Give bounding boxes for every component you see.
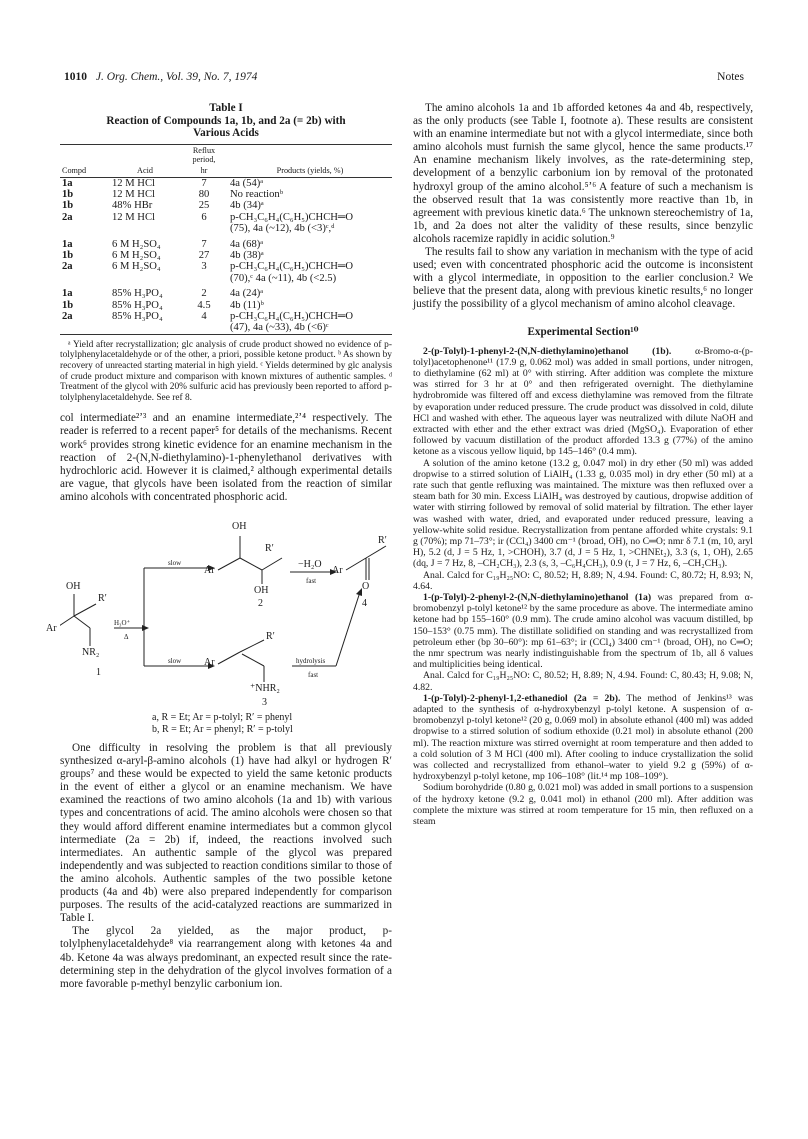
heat-label: Δ bbox=[124, 633, 129, 641]
table-row bbox=[60, 311, 392, 322]
table-title: Table I bbox=[209, 102, 243, 114]
cell-hr bbox=[180, 273, 228, 284]
left-paragraph-1 bbox=[60, 412, 392, 504]
table-row bbox=[60, 322, 392, 334]
oh-mid: OH bbox=[254, 585, 269, 596]
right-column bbox=[413, 102, 753, 827]
minus-water: −H₂O bbox=[298, 559, 322, 570]
col-header-compd: Compd bbox=[60, 165, 110, 178]
acid-label: H₃O⁺ bbox=[114, 619, 131, 627]
reaction-scheme bbox=[46, 506, 392, 710]
paragraph-text: α-Bromo-α-(p-tolyl)acetophenone¹¹ (17.9 g, 0.062 mol) was added in small portions, under nitrogen, to diethylamine (62 ml) at 0° with stirring. After addition was complete the mixture was stirred for 3 hr at 0° and then refrigerated overnight. The diethylamine hydrobromide was filtered off and excess diethylamine was removed from the filtrate by evaporation under reduced pressure. The crude product was dissolved in cold, dilute HCl and washed with ether. The aqueous layer was neutralized with dilute NaOH and extracted with ether and the ether extract was dried (MgSO₄). Evaporation of ether followed by vacuum distillation of the product afforded 13.3 g (77%) of the amino ketone as a viscous yellow liquid, bp 145–146° (0.4 mm). bbox=[413, 345, 753, 458]
paragraph-text: The amino alcohols 1a and 1b afforded ketones 4a and 4b, respectively, as the only products (see Table I, footnote a). These results are consistent with an enamine intermediate but not with a glycol intermediate, since both amino alcohols must furnish the same glycol, hence the same products.¹⁷ An enamine mechanism likely involves, as the rate-determining step, development of a benzylic carbonium ion by removal of the protonated hydroxyl group of the amino alcohol.⁵ʼ⁶ A feature of such a mechanism is the observed result that 1a was consistently more reactive than 1b, in agreement with previous kinetic data.⁶ The unknown stereochemistry of 1a, 1b, and 2a does not alter the validity of these results, since benzylic alcohols racemize rapidly in acidic solution.⁹ bbox=[413, 102, 753, 245]
cell-hr: 7 bbox=[201, 177, 207, 189]
table-row bbox=[60, 300, 392, 311]
table-row bbox=[60, 212, 392, 223]
ar-top: Ar bbox=[204, 565, 215, 576]
table-row bbox=[60, 223, 392, 234]
cell-products: 4b (38)ᵃ bbox=[230, 249, 264, 261]
cell-hr: 4 bbox=[201, 310, 207, 322]
cell-acid: 48% HBr bbox=[112, 200, 153, 212]
cell-hr: 7 bbox=[201, 238, 207, 250]
cell-products: 4b (34)ᵃ bbox=[230, 200, 264, 212]
paragraph-text: was prepared from α-bromobenzyl p-tolyl ketone¹² by the same procedure as above. The intermediate amino ketone had bp 155–160° (0.9 mm). The crude amino alcohol was vacuum distilled, bp 150–153° (0.75 mm). The distillate solidified on standing and was recrystallized from petroleum ether (bp 30–60°): mp 61–63°; ir (CCl₄) 3400 cm⁻¹ (broad, OH), no C═O; the nmr spectrum was nearly indistinguishable from the spectrum of 1b, all δ values and multiplicities being identical. bbox=[413, 591, 753, 671]
hydrolysis-arrow-diag bbox=[336, 592, 360, 666]
cell-products: p-CH₃C₆H₄(C₆H₅)CHCH═O bbox=[230, 261, 354, 273]
cell-hr: 27 bbox=[198, 249, 210, 261]
cell-products: (70),ᶜ 4a (~11), 4b (<2.5) bbox=[230, 272, 337, 284]
hydrolysis-label: hydrolysis bbox=[296, 657, 326, 665]
cell-acid bbox=[110, 223, 180, 234]
analysis-text: Anal. Calcd for C₁₉H₂₅NO: C, 80.52; H, 8.89; N, 4.94. Found: C, 80.43; H, 9.08; N, 4.82. bbox=[413, 670, 753, 693]
col-header-acid: Acid bbox=[110, 165, 180, 178]
table-row bbox=[60, 284, 392, 299]
cell-compd: 1b bbox=[62, 249, 74, 261]
analysis-text: Anal. Calcd for C₁₉H₂₅NO: C, 80.52; H, 8.89; N, 4.94. Found: C, 80.72; H, 8.93; N, 4.64. bbox=[413, 569, 753, 592]
cell-compd: 1a bbox=[62, 177, 73, 189]
cell-acid bbox=[110, 273, 180, 284]
compound-1-label: 1 bbox=[96, 667, 101, 678]
paragraph-text: col intermediate²ʼ³ and an enamine intermediate,²ʼ⁴ respectively. The reader is referred to a recent paper⁵ for details of the mechanisms. Recent work⁶ provides strong kinetic evidence for an enamine mechanism in the reaction of 2-(N,N-diethylamino)-1-phenylethanol derivatives with hydrochloric acid. However it is claimed,² although experimental details are vague, that glycols have been isolated from the reaction of similar amino alcohols with concentrated phosphoric acid. bbox=[60, 412, 392, 503]
left-paragraph-2 bbox=[60, 742, 392, 991]
page-header bbox=[64, 71, 744, 87]
compound-heading: 1-(p-Tolyl)-2-phenyl-2-(N,N-diethylamino)ethanol (1a) bbox=[423, 591, 652, 603]
r-prime-left: R′ bbox=[98, 593, 107, 604]
journal-citation: J. Org. Chem., Vol. 39, No. 7, 1974 bbox=[95, 71, 258, 83]
paragraph-text: The glycol 2a yielded, as the major product, p-tolylphenylacetaldehyde⁸ via rearrangement along with ketones 4a and 4b. Ketone 4a was always predominant, an expected result since the rate-determining step in the dehydration of the glycol involves formation of a more favorable p-methyl benzylic carbonium ion. bbox=[60, 925, 392, 990]
table-row bbox=[60, 177, 392, 189]
cell-hr: 80 bbox=[198, 188, 210, 200]
experimental-text bbox=[413, 346, 753, 828]
compound-3-label: 3 bbox=[262, 697, 267, 708]
compound-2-label: 2 bbox=[258, 598, 263, 609]
cell-acid: 6 M H₂SO₄ bbox=[112, 261, 161, 273]
page-number: 1010 bbox=[64, 71, 87, 83]
cell-acid: 85% H₃PO₄ bbox=[112, 310, 163, 322]
cell-compd: 1a bbox=[62, 288, 73, 300]
col-header-hr: hr bbox=[180, 165, 228, 178]
arrowhead bbox=[142, 625, 149, 631]
bond bbox=[242, 654, 264, 666]
section-label: Notes bbox=[717, 71, 744, 83]
bond bbox=[74, 616, 90, 628]
cell-compd bbox=[60, 273, 110, 284]
cell-acid: 12 M HCl bbox=[112, 188, 155, 200]
cell-hr bbox=[180, 223, 228, 234]
cell-compd bbox=[60, 322, 110, 334]
bond bbox=[262, 558, 282, 570]
oh-top: OH bbox=[232, 521, 247, 532]
cell-hr: 6 bbox=[201, 211, 207, 223]
bond bbox=[240, 640, 264, 652]
fast-label-bottom: fast bbox=[308, 671, 319, 679]
table-caption-line-2: Various Acids bbox=[193, 127, 259, 139]
bond bbox=[346, 558, 366, 570]
cell-hr: 3 bbox=[201, 261, 207, 273]
col-header-reflux: Reflux period, bbox=[192, 145, 216, 164]
cell-products: 4a (24)ᵃ bbox=[230, 288, 264, 300]
left-column bbox=[46, 102, 392, 991]
cell-products: 4a (68)ᵃ bbox=[230, 238, 264, 250]
bond bbox=[74, 604, 96, 616]
table-row bbox=[60, 261, 392, 272]
cell-hr: 25 bbox=[198, 200, 210, 212]
cell-compd: 1b bbox=[62, 299, 74, 311]
compound-heading: 2-(p-Tolyl)-1-phenyl-2-(N,N-diethylamino)ethanol (1b). bbox=[423, 345, 672, 357]
paragraph-text: The results fail to show any variation in mechanism with the type of acid used; even with concentrated phosphoric acid the outcome is inconsistent with a glycol intermediate, in opposition to the earlier conclusion.² We believe that the present data, along with previous kinetic results,⁶ no longer justify the possibility of a glycol mechanism of amino alcohol cleavage. bbox=[413, 246, 753, 311]
bond bbox=[218, 652, 240, 664]
table-row bbox=[60, 189, 392, 200]
col-header-products: Products (yields, %) bbox=[228, 165, 392, 178]
r-prime-top: R′ bbox=[265, 543, 274, 554]
right-paragraphs bbox=[413, 102, 753, 312]
table-row bbox=[60, 250, 392, 261]
paragraph-text: One difficulty in resolving the problem is that all previously synthesized α-aryl-β-amino alcohols (1) have had alkyl or hydrogen R′ groups⁷ and these would be expected to yield the same ketonic products in the event of either a glycol or an enamine mechanism. We have examined the reactions of two amino alcohols (1a and 1b) with various types and concentrations of acid. The amino alcohols were chosen so that they would afford different enamine intermediates but a common glycol intermediate (2a = 2b) if, indeed, the reactions involved such intermediates. An authentic sample of the glycol was prepared independently and was subjected to reaction conditions similar to those of the amino alcohols. Authentic samples of the two possible ketone products (4a and 4b) were also prepared independently for comparison purposes. The results of the acid-catalyzed reactions are summarized in Table I. bbox=[60, 742, 392, 925]
nhr2-label: ⁺NHR₂ bbox=[250, 683, 280, 694]
cell-compd: 2a bbox=[62, 310, 73, 322]
experimental-section-title: Experimental Section¹⁰ bbox=[527, 325, 639, 338]
oh-left: OH bbox=[66, 581, 81, 592]
o-ketone: O bbox=[362, 581, 370, 592]
cell-products: p-CH₃C₆H₄(C₆H₅)CHCH═O bbox=[230, 211, 354, 223]
cell-compd: 1b bbox=[62, 188, 74, 200]
slow-label-bottom: slow bbox=[168, 657, 182, 665]
ar-left: Ar bbox=[46, 623, 57, 634]
cell-acid: 85% H₃PO₄ bbox=[112, 299, 163, 311]
cell-products: (75), 4a (~12), 4b (<3)ᶜ,ᵈ bbox=[230, 223, 335, 235]
cell-acid: 12 M HCl bbox=[112, 211, 155, 223]
cell-acid bbox=[110, 322, 180, 334]
cell-compd bbox=[60, 223, 110, 234]
nr2-label: NR₂ bbox=[82, 647, 100, 658]
cell-hr: 2 bbox=[201, 288, 207, 300]
cell-products: (47), 4a (~33), 4b (<6)ᶜ bbox=[230, 322, 329, 334]
scheme-key-a: a, R = Et; Ar = p-tolyl; R′ = phenyl bbox=[152, 712, 293, 723]
r-prime-bottom: R′ bbox=[266, 631, 275, 642]
ar-bottom: Ar bbox=[204, 657, 215, 668]
scheme-lines bbox=[60, 506, 392, 710]
paragraph-text: The method of Jenkins¹³ was adapted to the synthesis of α-hydroxybenzyl p-tolyl ketone. A suspension of α-bromobenzyl p-tolyl ketone¹² (20 g, 0.069 mol) in absolute ethanol (400 ml) was added dropwise to a stirred solution of sodium ethoxide (0.21 mol) in absolute ethanol (200 ml). The reaction mixture was stirred overnight at room temperature and then added to a cold solution of 3 M HCl (400 ml). After cooling to induce crystallization the solid was collected and recrystallized from ethanol–water to yield 9.2 g (59%) of α-hydroxybenzyl p-tolyl ketone, mp 106–108° (lit.¹⁴ mp 108–109°). bbox=[413, 692, 753, 783]
table-row bbox=[60, 200, 392, 211]
bond bbox=[366, 546, 386, 558]
bond bbox=[60, 616, 74, 628]
table-row bbox=[60, 273, 392, 284]
paragraph-text: Sodium borohydride (0.80 g, 0.021 mol) was added in small portions to a suspension of the hydroxy ketone (9.2 g, 0.041 mol) in ethanol (200 ml). After addition was complete the mixture was stirred at room temperature for 15 min, then refluxed on a steam bbox=[413, 782, 753, 828]
cell-products: p-CH₃C₆H₄(C₆H₅)CHCH═O bbox=[230, 310, 354, 322]
running-head bbox=[64, 71, 257, 83]
fast-label-top: fast bbox=[306, 577, 317, 585]
cell-acid: 12 M HCl bbox=[112, 177, 155, 189]
slow-label-top: slow bbox=[168, 559, 182, 567]
results-table bbox=[60, 144, 392, 335]
cell-compd: 1a bbox=[62, 238, 73, 250]
footnote-text: ᵃ Yield after recrystallization; glc analysis of crude product showed no evidence of p-tolylphenylacetaldehyde or of the other, a priori, possible ketone product. ᵇ As shown by recovery of unreacted starting material in high yield. ᶜ Yields determined by glc analysis of crude product mixture and comparison with known mixtures of authentic samples. ᵈ Treatment of the glycol with 20% sulfuric acid has previously been reported to afford p-tolylphenylacetaldehyde. See ref 8. bbox=[60, 339, 392, 403]
paragraph-text: A solution of the amino ketone (13.2 g, 0.047 mol) in dry ether (50 ml) was added dropwise to a stirred solution of LiAlH₄ (1.33 g, 0.035 mol) in dry ether (50 ml) at a rate such that gentle refluxing was maintained. The mixture was then refluxed over a steam bath for 30 min. Excess LiAlH₄ was destroyed by cautious, dropwise addition of water with stirring followed by removal of solid material by filtration. The ether layer was washed with water, dried, and evaporated under reduced pressure, leaving a yellow-white solid residue. Recrystallization from pentane afforded white crystals: 9.1 g (70%); mp 71–73°; ir (CCl₄) 3400 cm⁻¹ (broad, OH), no C═O; nmr δ 7.1 (m, 10, aryl H), 5.2 (d, J = 5 Hz, 1, >CHOH), 3.7 (d, J = 5 Hz, 1, >CHNEt₂), 3.3 (s, 1, OH), 2.65 (dq, J = 7 Hz, 8, –CH₂CH₃), 2.3 (s, 3, –C₆H₄CH₃), 0.9 (t, J = 7 Hz, 6, –CH₂CH₃). bbox=[413, 457, 753, 570]
cell-compd: 2a bbox=[62, 211, 73, 223]
bond bbox=[218, 558, 240, 570]
table-footnotes bbox=[60, 340, 392, 404]
cell-hr: 4.5 bbox=[197, 299, 211, 311]
compound-4-label: 4 bbox=[362, 598, 367, 609]
cell-compd: 1b bbox=[62, 200, 74, 212]
cell-products: 4a (54)ᵃ bbox=[230, 177, 264, 189]
scheme-key-b: b, R = Et; Ar = phenyl; R′ = p-tolyl bbox=[152, 724, 293, 735]
compound-heading: 1-(p-Tolyl)-2-phenyl-1,2-ethanediol (2a = 2b). bbox=[423, 692, 621, 704]
ar-ketone: Ar bbox=[332, 565, 343, 576]
table-caption-line-1: Reaction of Compounds 1a, 1b, and 2a (= 2b) with bbox=[106, 114, 346, 127]
cell-acid: 6 M H₂SO₄ bbox=[112, 249, 161, 261]
cell-acid: 85% H₃PO₄ bbox=[112, 288, 163, 300]
bond bbox=[240, 558, 262, 570]
cell-acid: 6 M H₂SO₄ bbox=[112, 238, 161, 250]
cell-products: No reactionᵇ bbox=[230, 188, 283, 200]
r-prime-ketone: R′ bbox=[378, 535, 387, 546]
table-row bbox=[60, 235, 392, 250]
cell-hr bbox=[180, 322, 228, 334]
cell-compd: 2a bbox=[62, 261, 73, 273]
cell-products: 4b (11)ᵇ bbox=[230, 299, 264, 311]
